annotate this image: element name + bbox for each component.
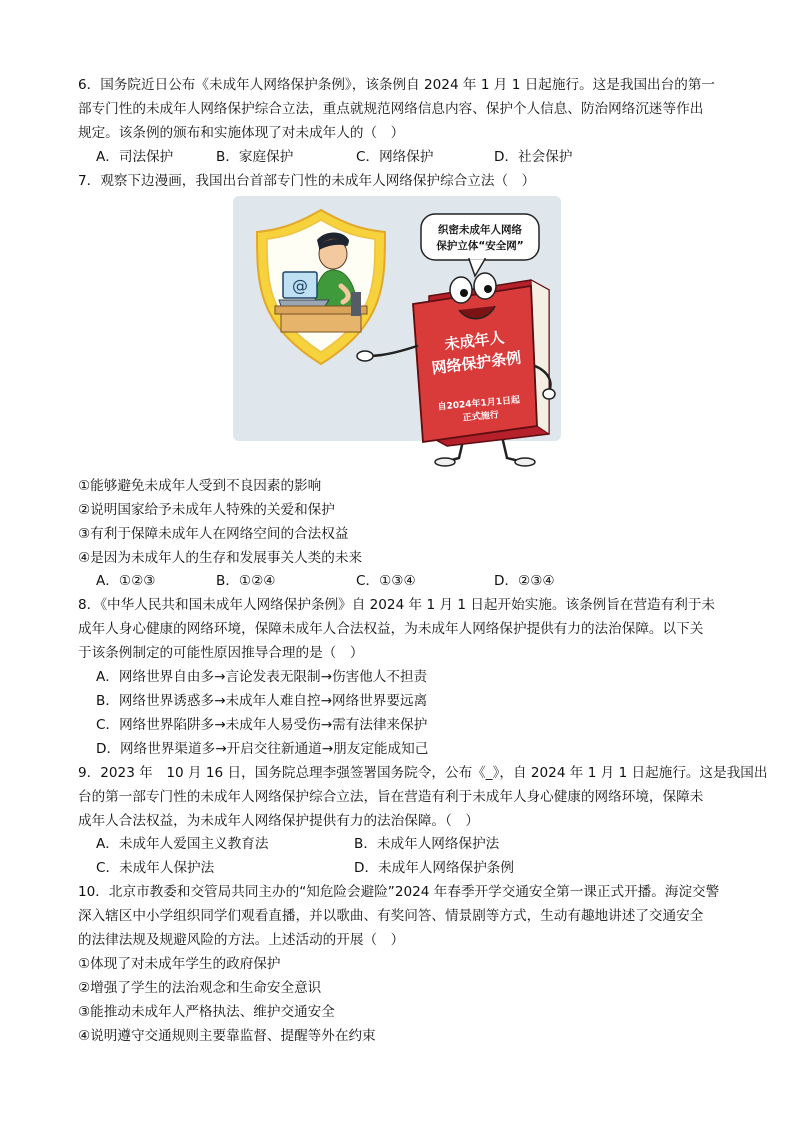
q6-option-b[interactable]: B．家庭保护 (216, 149, 294, 165)
book-eye-left (450, 277, 472, 303)
bubble-line-2: 保护立体“安全网” (436, 240, 524, 252)
q7-statement-3: ③有利于保障未成年人在网络空间的合法权益 (78, 526, 349, 542)
q7-statement-2: ②说明国家给予未成年人特殊的关爱和保护 (78, 502, 335, 518)
q6-stem-line-3: 规定。该条例的颁布和实施体现了对未成年人的（ ） (78, 125, 405, 141)
q7-option-c[interactable]: C．①③④ (356, 573, 416, 589)
glove-hand (357, 351, 373, 361)
q10-statement-3: ③能推动未成年人严格执法、维护交通安全 (78, 1004, 335, 1020)
q6-option-a[interactable]: A．司法保护 (96, 149, 174, 165)
q8-stem-line-3: 于该条例制定的可能性原因推导合理的是（ ） (78, 645, 364, 661)
q6-stem-line-2: 部专门性的未成年人网络保护综合立法，重点就规范网络信息内容、保护个人信息、防治网络沉迷等作出 (78, 101, 704, 117)
book-date-line-1: 自2024年1月1日起 (437, 395, 521, 413)
q7-option-b[interactable]: B．①②④ (216, 573, 276, 589)
q7-statement-4: ④是因为未成年人的生存和发展事关人类的未来 (78, 550, 363, 566)
q9-option-b[interactable]: B．未成年人网络保护法 (354, 836, 500, 852)
q10-statement-1: ①体现了对未成年学生的政府保护 (78, 956, 281, 972)
q10-statement-4: ④说明遵守交通规则主要靠监督、提醒等外在约束 (78, 1028, 376, 1044)
q7-option-a[interactable]: A．①②③ (96, 573, 156, 589)
book-title-line-1: 未成年人 (443, 328, 506, 354)
q8-option-c[interactable]: C．网络世界陷阱多→未成年人易受伤→需有法律来保护 (96, 717, 428, 733)
q7-cartoon (233, 196, 561, 468)
q10-statement-2: ②增强了学生的法治观念和生命安全意识 (78, 980, 322, 996)
book-title-line-2: 网络保护条例 (430, 348, 523, 378)
q9-stem-line-2: 台的第一部专门性的未成年人网络保护综合立法，旨在营造有利于未成年人身心健康的网络环境，保障未 (78, 789, 704, 805)
q8-option-d[interactable]: D．网络世界渠道多→开启交往新通道→朋友定能成知己 (96, 741, 429, 757)
q7-option-d[interactable]: D．②③④ (494, 573, 555, 589)
q8-option-b[interactable]: B．网络世界诱惑多→未成年人难自控→网络世界要远离 (96, 693, 428, 709)
q9-option-c[interactable]: C．未成年人保护法 (96, 860, 215, 876)
book-date-line-2: 正式施行 (462, 410, 500, 424)
bubble-line-1: 织密未成年人网络 (438, 224, 522, 236)
q7-stem: 7．观察下边漫画，我国出台首部专门性的未成年人网络保护综合立法（ ） (78, 173, 536, 189)
q9-option-d[interactable]: D．未成年人网络保护条例 (354, 860, 514, 876)
book-eye-right (474, 273, 496, 299)
q8-stem-line-1: 8．《中华人民共和国未成年人网络保护条例》自 2024 年 1 月 1 日起开始实施。该条例旨在营造有利于未 (78, 597, 716, 613)
q8-option-a[interactable]: A．网络世界自由多→言论发表无限制→伤害他人不担责 (96, 669, 428, 685)
at-symbol-icon: @ (292, 276, 308, 295)
q9-stem-line-1: 9．2023 年 10 月 16 日，国务院总理李强签署国务院令，公布《_》，自 2024 年 1 月 1 日起施行。这是我国出 (78, 765, 768, 781)
q10-stem-line-3: 的法律法规及规避风险的方法。上述活动的开展（ ） (78, 932, 405, 948)
q9-option-a[interactable]: A．未成年人爱国主义教育法 (96, 836, 269, 852)
q10-stem-line-2: 深入辖区中小学组织同学们观看直播，并以歌曲、有奖问答、情景剧等方式，生动有趣地讲述了交通安全 (78, 908, 704, 924)
q6-stem-line-1: 6．国务院近日公布《未成年人网络保护条例》，该条例自 2024 年 1 月 1 日起施行。这是我国出台的第一 (78, 77, 716, 93)
q9-stem-line-3: 成年人合法权益，为未成年人网络保护提供有力的法治保障。（ ） (78, 813, 480, 829)
q8-stem-line-2: 成年人身心健康的网络环境，保障未成年人合法权益，为未成年人网络保护提供有力的法治保障。以下关 (78, 621, 704, 637)
q7-statement-1: ①能够避免未成年人受到不良因素的影响 (78, 478, 322, 494)
q6-option-d[interactable]: D．社会保护 (494, 149, 573, 165)
q6-option-c[interactable]: C．网络保护 (356, 149, 434, 165)
q10-stem-line-1: 10．北京市教委和交管局共同主办的“知危险会避险”2024 年春季开学交通安全第一课正式开播。海淀交警 (78, 884, 720, 900)
